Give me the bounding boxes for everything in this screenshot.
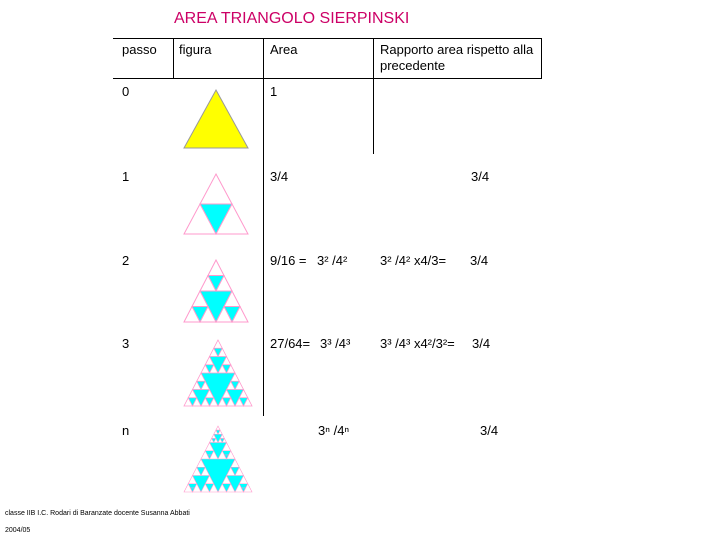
header-figura: figura: [179, 42, 212, 57]
row-n-area: 3ⁿ /4ⁿ: [318, 423, 350, 438]
triangle-step-3: [182, 338, 254, 410]
table-col-line-1: [173, 38, 174, 78]
page-title: AREA TRIANGOLO SIERPINSKI: [174, 10, 410, 27]
triangle-step-0: [182, 88, 250, 150]
row-3-rapporto-a: 3³ /4³ x4²/3²=: [380, 336, 455, 351]
row-1-rapporto: 3/4: [471, 169, 490, 184]
row-3-area-a: 27/64=: [270, 336, 311, 351]
table-border-top: [113, 38, 542, 39]
header-passo: passo: [122, 42, 157, 57]
row-3-rapporto-b: 3/4: [472, 336, 491, 351]
row-3-area-b: 3³ /4³: [320, 336, 351, 351]
footer-year: 2004/05: [5, 527, 31, 534]
row-2-passo: 2: [122, 253, 130, 268]
table-col-line-4: [541, 38, 542, 78]
row-0-passo: 0: [122, 84, 130, 99]
row-2-rapporto-a: 3² /4² x4/3=: [380, 253, 447, 268]
row-1-passo: 1: [122, 169, 130, 184]
footer-credit: classe IIB I.C. Rodari di Baranzate docente Susanna Abbati: [5, 510, 190, 517]
triangle-step-1: [182, 172, 250, 238]
table-col-line-3: [373, 38, 374, 78]
row-3-passo: 3: [122, 336, 130, 351]
header-rapporto: Rapporto area rispetto alla precedente: [380, 42, 534, 73]
row-2-area-a: 9/16 =: [270, 253, 307, 268]
header-area: Area: [270, 42, 298, 57]
row-1-area: 3/4: [270, 169, 289, 184]
row-n-passo: n: [122, 423, 130, 438]
row-0-area: 1: [270, 84, 278, 99]
triangle-step-2: [182, 258, 250, 326]
row-2-area-b: 3² /4²: [317, 253, 348, 268]
row-2-rapporto-b: 3/4: [470, 253, 489, 268]
table-col-line-2: [263, 38, 264, 416]
table-col-line-3b: [373, 78, 374, 154]
table-border-header: [113, 78, 542, 79]
triangle-step-n: [180, 424, 256, 496]
row-n-rapporto: 3/4: [480, 423, 499, 438]
